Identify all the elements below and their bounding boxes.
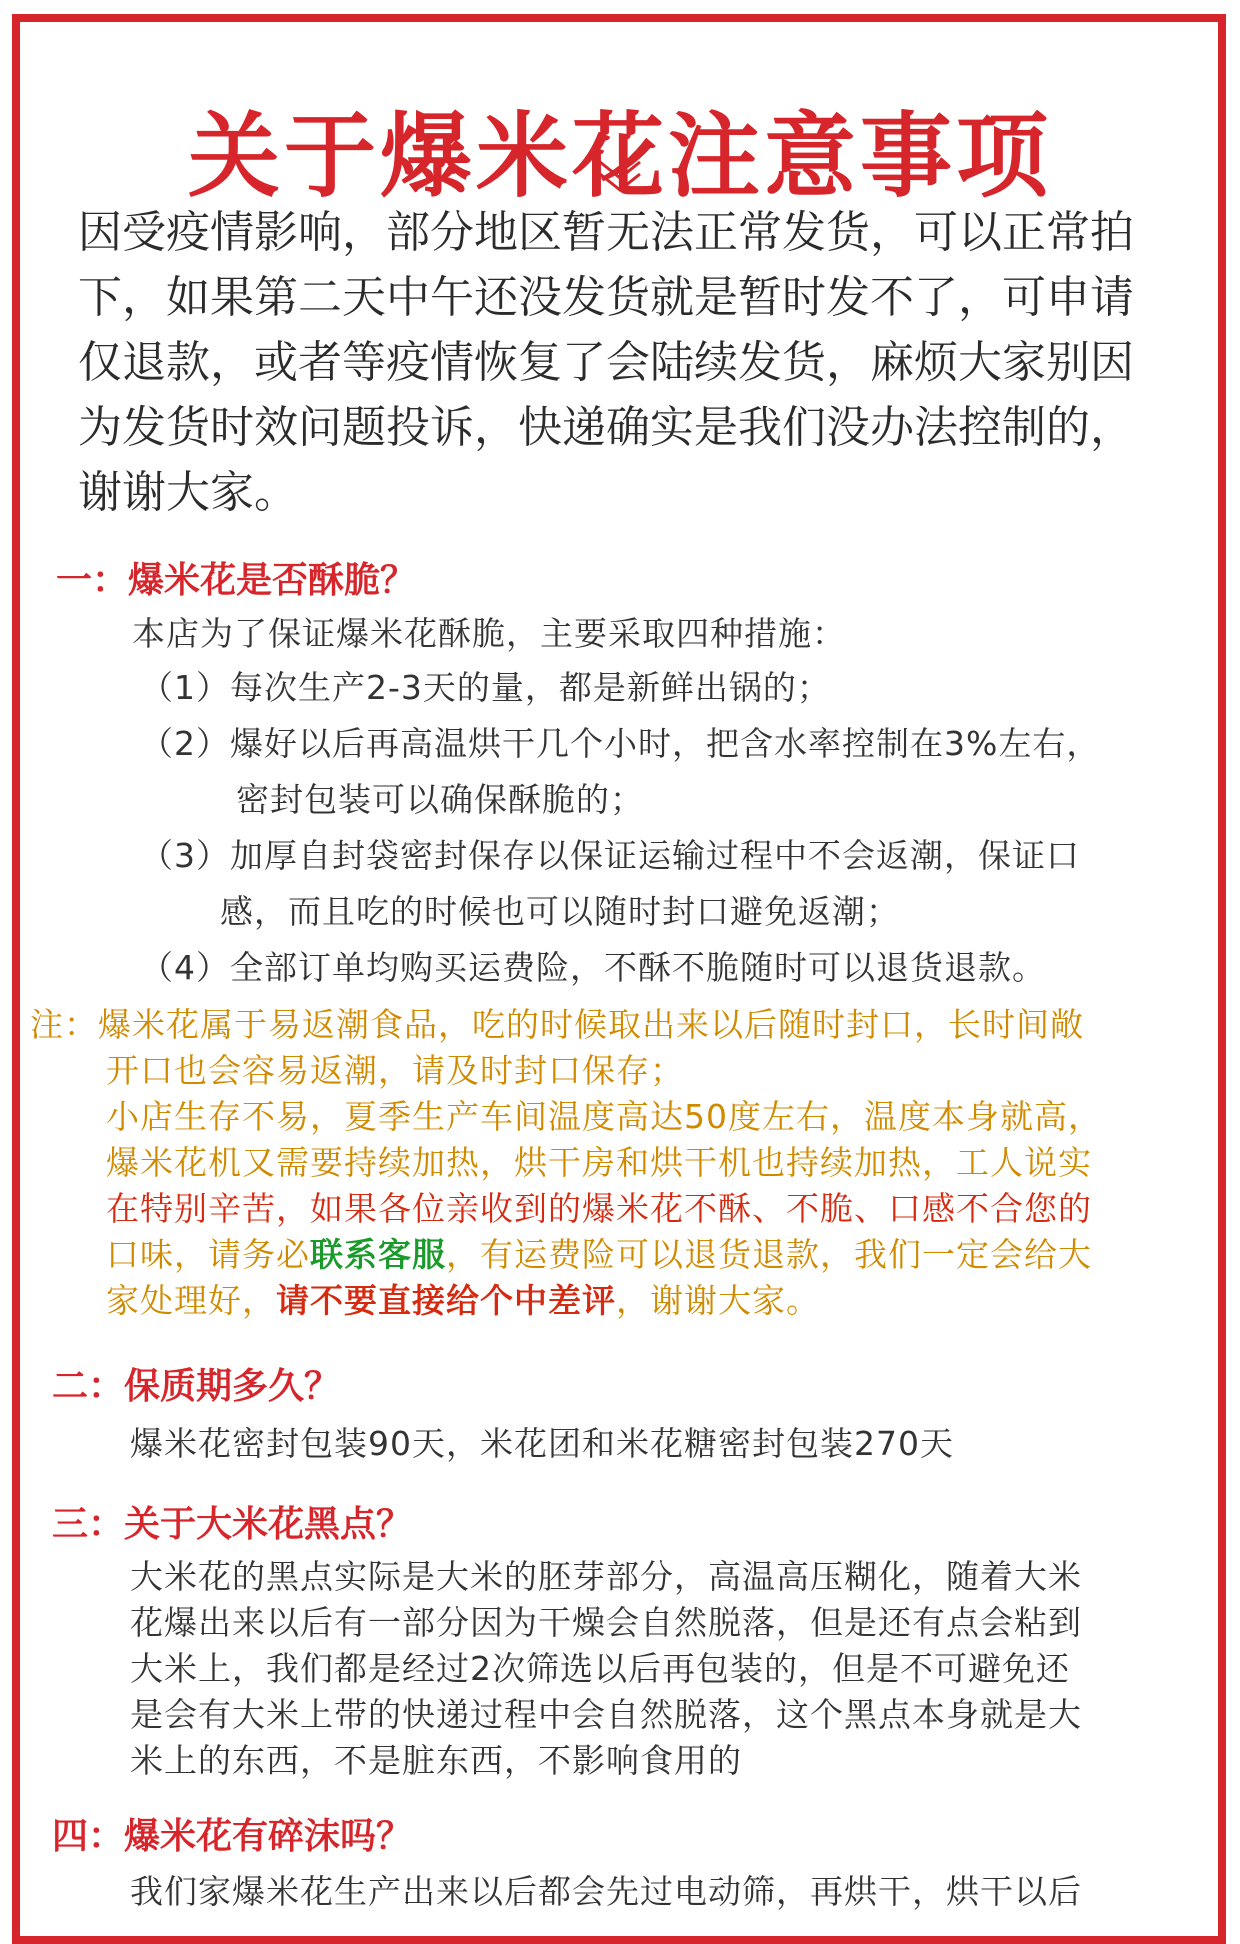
- measure-3-line2: 感，而且吃的时候也可以随时封口避免返潮；: [220, 892, 900, 931]
- section3-heading: 三：关于大米花黑点？: [52, 1504, 413, 1545]
- section3-line1: 大米花的黑点实际是大米的胚芽部分，高温高压糊化，随着大米: [130, 1557, 1082, 1596]
- section3-line2: 花爆出来以后有一部分因为干燥会自然脱落，但是还有点会粘到: [130, 1603, 1082, 1642]
- section1-intro: 本店为了保证爆米花酥脆，主要采取四种措施：: [132, 614, 846, 653]
- measure-1: （1）每次生产2-3天的量，都是新鲜出锅的；: [140, 668, 831, 707]
- note-line7: 家处理好，请不要直接给个中差评，谢谢大家。: [106, 1281, 820, 1320]
- section2-heading: 二：保质期多久？: [52, 1366, 341, 1407]
- note-line4: 爆米花机又需要持续加热，烘干房和烘干机也持续加热，工人说实: [106, 1143, 1092, 1182]
- section3-line3: 大米上，我们都是经过2次筛选以后再包装的，但是不可避免还: [130, 1649, 1070, 1688]
- section3-body: [130, 1554, 1210, 1784]
- measure-3-line1: （3）加厚自封袋密封保存以保证运输过程中不会返潮，保证口: [140, 836, 1080, 875]
- note-line1: 注：爆米花属于易返潮食品，吃的时候取出来以后随时封口，长时间敞: [30, 1005, 1084, 1044]
- contact-support-text: 联系客服: [310, 1235, 446, 1274]
- note-line2: 开口也会容易返潮，请及时封口保存；: [106, 1051, 684, 1090]
- section3-line4: 是会有大米上带的快递过程中会自然脱落，这个黑点本身就是大: [130, 1695, 1082, 1734]
- page-title: 关于爆米花注意事项: [187, 102, 1052, 210]
- measure-2-line2: 密封包装可以确保酥脆的；: [236, 780, 644, 819]
- measure-4: （4）全部订单均购买运费险，不酥不脆随时可以退货退款。: [140, 948, 1046, 987]
- section1-heading: 一：爆米花是否酥脆？: [56, 560, 417, 601]
- chevron-down-icon: [596, 158, 644, 198]
- measure-2-line1: （2）爆好以后再高温烘干几个小时，把含水率控制在3%左右，: [140, 724, 1101, 763]
- section2-body: 爆米花密封包装90天，米花团和米花糖密封包装270天: [130, 1424, 954, 1463]
- note-line3: 小店生存不易，夏季生产车间温度高达50度左右，温度本身就高，: [106, 1097, 1102, 1136]
- section1-measures: [140, 660, 1200, 996]
- note-line5: 在特别辛苦，如果各位亲收到的爆米花不酥、不脆、口感不合您的: [106, 1189, 1092, 1228]
- notice-paragraph: 因受疫情影响，部分地区暂无法正常发货，可以正常拍下，如果第二天中午还没发货就是暂时发不了，可申请仅退款，或者等疫情恢复了会陆续发货，麻烦大家别因为发货时效问题投诉，快递确实是我们没办法控制的，谢谢大家。: [78, 207, 1134, 518]
- note-prefix: 注：: [30, 1005, 98, 1044]
- no-negative-review-text: 请不要直接给个中差评: [276, 1281, 616, 1320]
- section4-line1: 我们家爆米花生产出来以后都会先过电动筛，再烘干，烘干以后: [130, 1872, 1082, 1911]
- section4-heading: 四：爆米花有碎沫吗？: [52, 1816, 413, 1857]
- note-block: [30, 1002, 1210, 1324]
- section3-line5: 米上的东西，不是脏东西，不影响食用的: [130, 1741, 742, 1780]
- note-line6: 口味，请务必联系客服，有运费险可以退货退款，我们一定会给大: [106, 1235, 1092, 1274]
